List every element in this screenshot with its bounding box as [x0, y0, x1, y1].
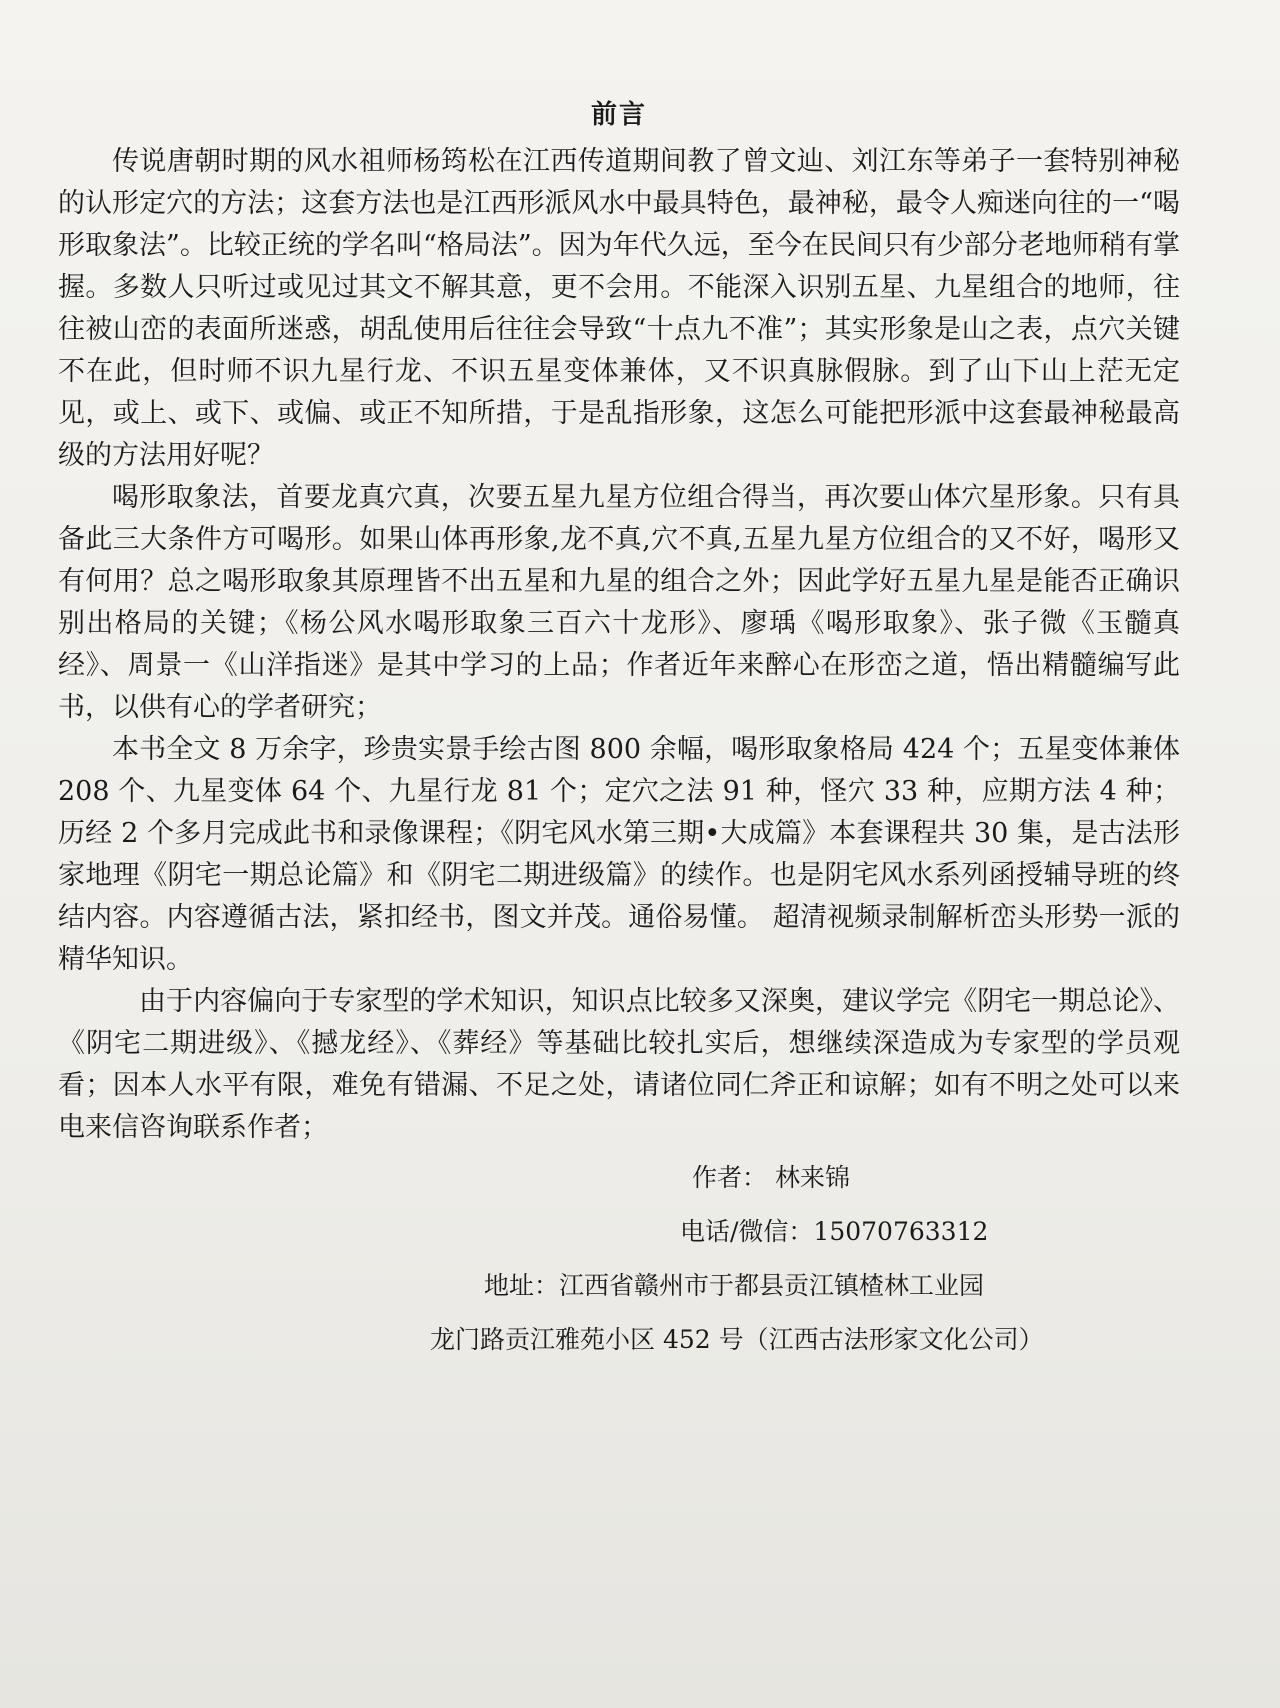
document-title: 前言: [590, 100, 647, 130]
phone-line: 电话/微信：15070763312: [680, 1217, 989, 1246]
paragraph-2: 喝形取象法，首要龙真穴真，次要五星九星方位组合得当，再次要山体穴星形象。只有具备此三大条件方可喝形。如果山体再形象,龙不真,穴不真,五星九星方位组合的又不好，喝形又有何用？总之喝形取象其原理皆不出五星和九星的组合之外；因此学好五星九星是能否正确识别出格局的关键；《杨公风水喝形取象三百六十龙形》、廖瑀《喝形取象》、张子微《玉髓真经》、周景一《山洋指迷》是其中学习的上品；作者近年来醉心在形峦之道，悟出精髓编写此书，以供有心的学者研究；: [58, 482, 1180, 723]
address-line-1: 地址：江西省赣州市于都县贡江镇楂林工业园: [484, 1271, 985, 1300]
paragraph-3: 本书全文 8 万余字，珍贵实景手绘古图 800 余幅，喝形取象格局 424 个；五星变体兼体 208 个、九星变体 64 个、九星行龙 81 个；定穴之法 91 种，怪穴 33 种，应期方法 4 种；历经 2 个多月完成此书和录像课程；《阴宅风水第三期•大成篇》本套课程共 30 集，是古法形家地理《阴宅一期总论篇》和《阴宅二期进级篇》的续作。也是阴宅风水系列函授辅导班的终结内容。内容遵循古法，紧扣经书，图文并茂。通俗易懂。 超清视频录制解析峦头形势一派的精华知识。: [58, 734, 1180, 975]
author-line: 作者： 林来锦: [692, 1163, 850, 1192]
paragraph-4: 由于内容偏向于专家型的学术知识，知识点比较多又深奥，建议学完《阴宅一期总论》、《阴宅二期进级》、《撼龙经》、《葬经》等基础比较扎实后，想继续深造成为专家型的学员观看；因本人水平有限，难免有错漏、不足之处，请诸位同仁斧正和谅解；如有不明之处可以来电来信咨询联系作者；: [58, 986, 1180, 1143]
paragraph-1: 传说唐朝时期的风水祖师杨筠松在江西传道期间教了曾文辿、刘江东等弟子一套特别神秘的认形定穴的方法；这套方法也是江西形派风水中最具特色，最神秘，最令人痴迷向往的一“喝形取象法”。比较正统的学名叫“格局法”。因为年代久远，至今在民间只有少部分老地师稍有掌握。多数人只听过或见过其文不解其意，更不会用。不能深入识别五星、九星组合的地师，往往被山峦的表面所迷惑，胡乱使用后往往会导致“十点九不准”；其实形象是山之表，点穴关键不在此，但时师不识九星行龙、不识五星变体兼体，又不识真脉假脉。到了山下山上茫无定见，或上、或下、或偏、或正不知所措，于是乱指形象，这怎么可能把形派中这套最神秘最高级的方法用好呢？: [58, 146, 1180, 471]
address-line-2: 龙门路贡江雅苑小区 452 号（江西古法形家文化公司）: [430, 1325, 1044, 1354]
